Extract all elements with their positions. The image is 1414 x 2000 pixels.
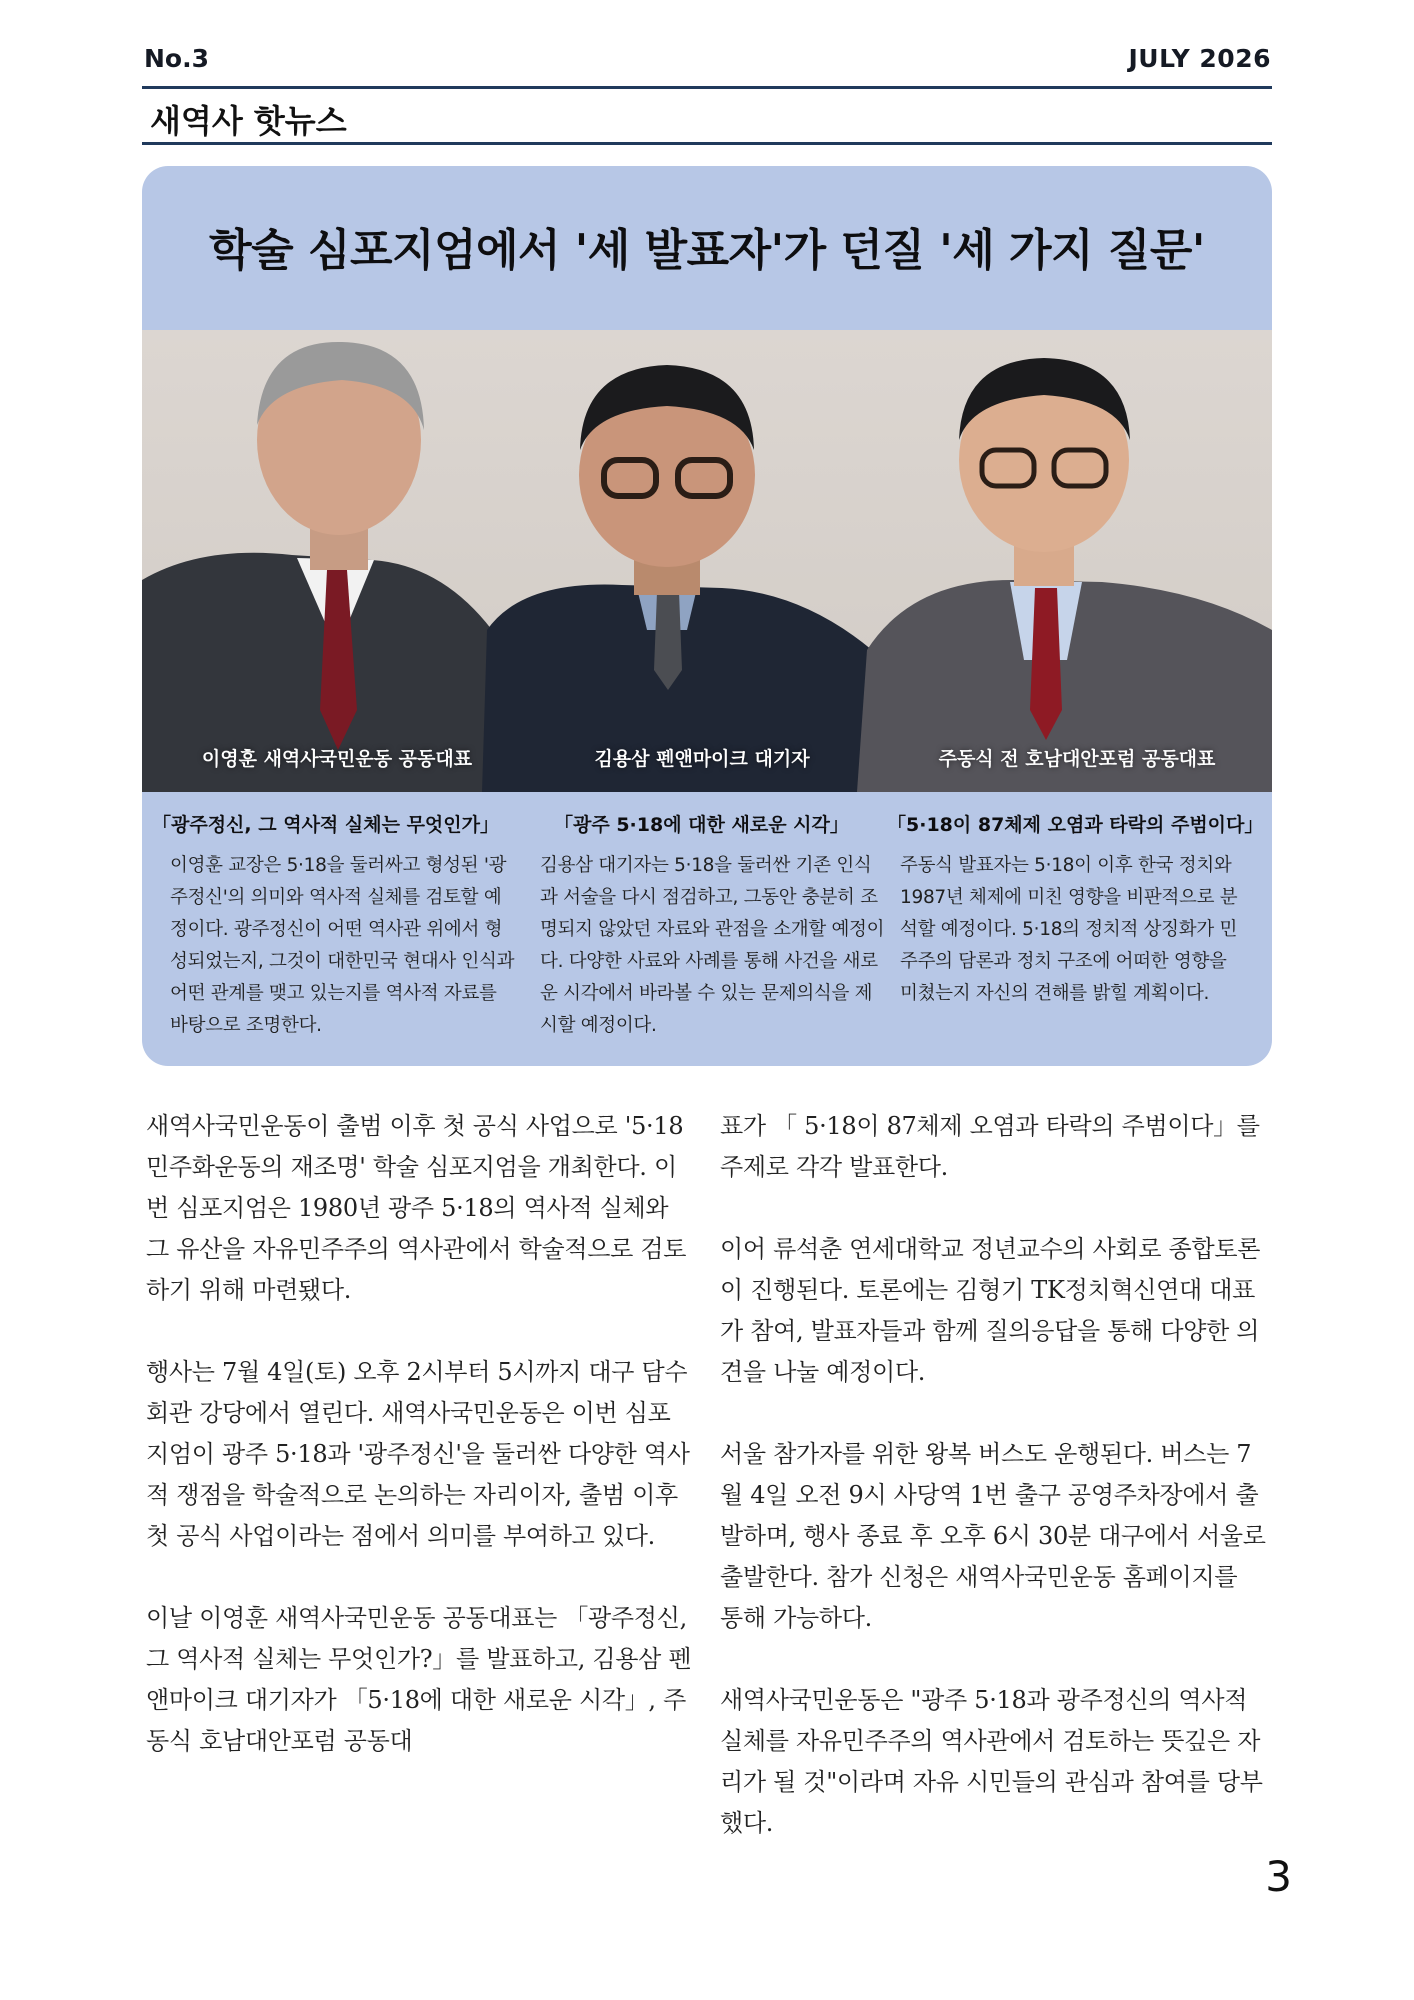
header-rule-top (142, 86, 1272, 89)
section-title: 새역사 핫뉴스 (150, 102, 347, 140)
article-column-right (720, 1106, 1266, 1885)
presenter-3-headline: 「5·18이 87체제 오염과 타락의 주범이다」 (887, 814, 1264, 836)
presenter-3-figure (857, 358, 1272, 792)
presenter-1-summary: 이영훈 교장은 5·18을 둘러싸고 형성된 '광주정신'의 의미와 역사적 실체를 검토할 예정이다. 광주정신이 어떤 역사관 위에서 형성되었는지, 그것이 대한민국 현대사 인식과 어떤 관계를 맺고 있는지를 역사적 자료를 바탕으로 조명한다. (170, 855, 515, 1036)
article-column-left (146, 1106, 692, 1803)
article-paragraph: 이날 이영훈 새역사국민운동 공동대표는 「광주정신, 그 역사적 실체는 무엇인가?」를 발표하고, 김용삼 펜앤마이크 대기자가 「5·18에 대한 새로운 시각」, 주동식 호남대안포럼 공동대 (146, 1604, 692, 1755)
article-paragraph: 서울 참가자를 위한 왕복 버스도 운행된다. 버스는 7월 4일 오전 9시 사당역 1번 출구 공영주차장에서 출발하며, 행사 종료 후 오후 6시 30분 대구에서 서울로 출발한다. 참가 신청은 새역사국민운동 홈페이지를 통해 가능하다. (720, 1440, 1266, 1632)
presenters-photo (142, 330, 1272, 792)
issue-number: No.3 (144, 44, 209, 73)
presenter-2-summary: 김용삼 대기자는 5·18을 둘러싼 기존 인식과 서술을 다시 점검하고, 그동안 충분히 조명되지 않았던 자료와 관점을 소개할 예정이다. 다양한 사료와 사례를 통해 사건을 새로운 시각에서 바라볼 수 있는 문제의식을 제시할 예정이다. (540, 855, 885, 1036)
presenter-2-caption: 김용삼 펜앤마이크 대기자 (594, 748, 810, 770)
presenter-2-headline: 「광주 5·18에 대한 새로운 시각」 (554, 814, 849, 836)
presenter-2-figure (482, 365, 902, 792)
article-paragraph: 행사는 7월 4일(토) 오후 2시부터 5시까지 대구 담수회관 강당에서 열린다. 새역사국민운동은 이번 심포지엄이 광주 5·18과 '광주정신'을 둘러싼 다양한 역사적 쟁점을 학술적으로 논의하는 자리이자, 출범 이후 첫 공식 사업이라는 점에서 의미를 부여하고 있다. (146, 1358, 690, 1550)
presenter-3-summary: 주동식 발표자는 5·18이 이후 한국 정치와 1987년 체제에 미친 영향을 비판적으로 분석할 예정이다. 5·18의 정치적 상징화가 민주주의 담론과 정치 구조에 어떠한 영향을 미쳤는지 자신의 견해를 밝힐 계획이다. (900, 855, 1238, 1004)
presenter-3-caption: 주동식 전 호남대안포럼 공동대표 (938, 748, 1216, 770)
presenter-1-caption: 이영훈 새역사국민운동 공동대표 (201, 748, 473, 770)
article-paragraph: 표가 「 5·18이 87체제 오염과 타락의 주범이다」를 주제로 각각 발표한다. (720, 1112, 1260, 1181)
article-paragraph: 이어 류석춘 연세대학교 정년교수의 사회로 종합토론이 진행된다. 토론에는 김형기 TK정치혁신연대 대표가 참여, 발표자들과 함께 질의응답을 통해 다양한 의견을 나눌 예정이다. (720, 1235, 1261, 1386)
article-paragraph: 새역사국민운동은 "광주 5·18과 광주정신의 역사적 실체를 자유민주주의 역사관에서 검토하는 뜻깊은 자리가 될 것"이라며 자유 시민들의 관심과 참여를 당부했다. (720, 1686, 1263, 1837)
presenter-1-headline: 「광주정신, 그 역사적 실체는 무엇인가」 (152, 814, 499, 836)
header-rule-bottom (142, 142, 1272, 145)
issue-date: JULY 2026 (1128, 44, 1271, 73)
presenters-illustration (142, 330, 1272, 792)
page-number: 3 (1265, 1852, 1292, 1901)
feature-box (142, 166, 1272, 1066)
presenter-1-figure (142, 342, 522, 792)
article-paragraph: 새역사국민운동이 출범 이후 첫 공식 사업으로 '5·18 민주화운동의 재조명' 학술 심포지엄을 개최한다. 이번 심포지엄은 1980년 광주 5·18의 역사적 실체와 그 유산을 자유민주주의 역사관에서 학술적으로 검토하기 위해 마련됐다. (146, 1112, 687, 1304)
feature-title: 학술 심포지엄에서 '세 발표자'가 던질 '세 가지 질문' (209, 225, 1205, 276)
